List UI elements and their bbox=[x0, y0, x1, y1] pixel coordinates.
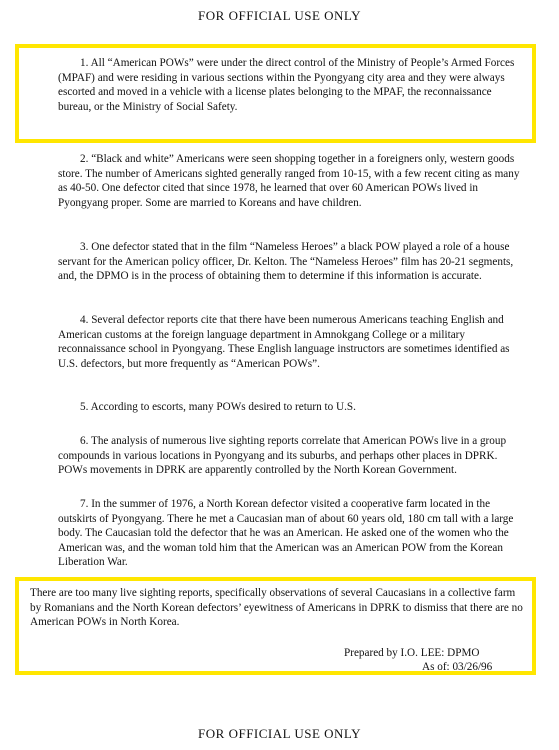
paragraph-4: 4. Several defector reports cite that there have been numerous Americans teaching English and American customs at the foreign language department in Amnokgang College or a military reconnaissance school in Pyongyang. These English language instructors are sometimes identified as U.S. defectors, but more frequently as “American POWs”. bbox=[58, 314, 510, 370]
footer-classification-marking: FOR OFFICIAL USE ONLY bbox=[198, 726, 361, 741]
paragraph-3: 3. One defector stated that in the film “Nameless Heroes” a black POW played a role of a house servant for the American policy officer, Dr. Kelton. The “Nameless Heroes” film has 20-21 segments, and, the DPMO is in the process of obtaining them to determine if this information is accurate. bbox=[58, 241, 514, 283]
paragraph-7: 7. In the summer of 1976, a North Korean defector visited a cooperative farm located in the outskirts of Pyongyang. There he met a Caucasian man of about 60 years old, 180 cm tall with a large body. The Caucasian told the defector that he was an American. He asked one of the women who the American was, and the woman told him that the American was an American POW from the Korean Liberation War. bbox=[58, 498, 514, 569]
paragraph-5: 5. According to escorts, many POWs desired to return to U.S. bbox=[80, 401, 356, 413]
prepared-by-line: Prepared by I.O. LEE: DPMO bbox=[344, 647, 480, 659]
as-of-date-line: As of: 03/26/96 bbox=[422, 661, 493, 673]
paragraph-2: 2. “Black and white” Americans were seen shopping together in a foreigners only, western goods store. The number of Americans sighted generally ranged from 10-15, with a few recent citing as many as 40-50. One defector cited that since 1978, he learned that over 60 American POWs lived in Pyongyang proper. Some are married to Koreans and have children. bbox=[58, 153, 520, 209]
paragraph-1: 1. All “American POWs” were under the direct control of the Ministry of People’s Armed Forces (MPAF) and were residing in various sections within the Pyongyang city area and they were always escorted and moved in a vehicle with a license plates belonging to the MPAF, the reconnaissance bureau, or the Ministry of Social Safety. bbox=[58, 57, 515, 113]
header-classification-marking: FOR OFFICIAL USE ONLY bbox=[198, 8, 361, 23]
conclusion-paragraph: There are too many live sighting reports, specifically observations of several Caucasians in a collective farm by Romanians and the North Korean defectors’ eyewitness of Americans in DPRK to dismiss that there are no American POWs in North Korea. bbox=[30, 587, 523, 629]
paragraph-6: 6. The analysis of numerous live sighting reports correlate that American POWs live in a group compounds in various locations in Pyongyang and its suburbs, and perhaps other places in DPRK. POWs movements in DPRK are apparently controlled by the North Korean Government. bbox=[58, 435, 507, 477]
